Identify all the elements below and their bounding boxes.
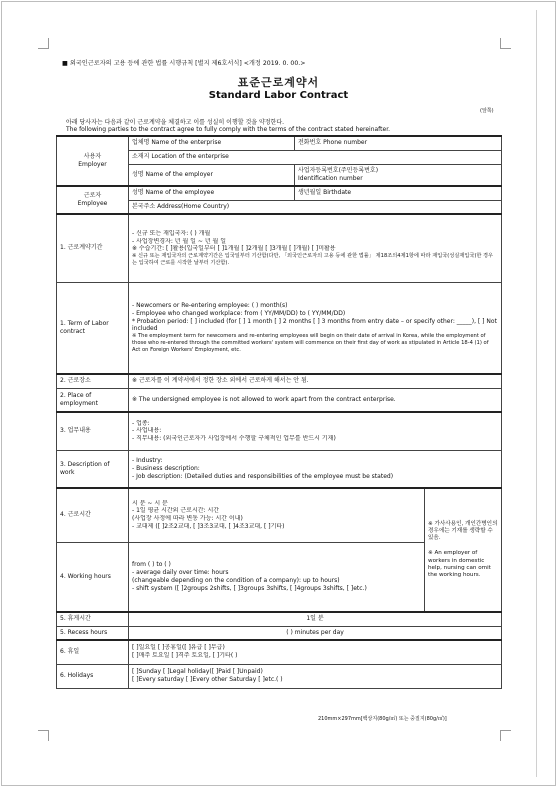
term-newcomer-ko: - 신규 또는 재입국자: ( ) 개월 — [132, 229, 211, 237]
phone-field[interactable] — [295, 136, 502, 150]
employee-label-ko: 근로자 — [83, 192, 102, 200]
hours-label-en: 4. Working hours — [57, 542, 129, 612]
term-newcomer-en: - Newcomers or Re-entering employee: ( ) month(s) — [132, 302, 288, 310]
crop-mark-top-right — [500, 38, 511, 49]
hours-note-en: ※ An employer of workers in domestic help, nursing can omit the working hours. — [428, 550, 491, 579]
recess-content-en[interactable]: ( ) minutes per day — [129, 626, 502, 640]
hours-variable-en: (changeable depending on the condition of a company): up to hours) — [132, 576, 340, 584]
holidays-line1-ko: [ ]일요일 [ ]공휴일([ ]유급 [ ]무급) — [132, 644, 225, 652]
birthdate-field[interactable] — [295, 186, 502, 200]
home-address-label-en: Address(Home Country) — [157, 202, 230, 210]
location-label-en: Location of the enterprise — [151, 153, 229, 161]
employer-label-en: Employer — [78, 161, 107, 168]
work-label-ko: 3. 업무내용 — [57, 412, 129, 450]
holidays-line2-en: [ ]Every saturday [ ]Every other Saturday [ ]etc.( ) — [132, 676, 283, 683]
employer-label — [57, 136, 129, 186]
birthdate-label-en: Birthdate — [323, 189, 352, 197]
holidays-label-ko: 6. 휴일 — [57, 640, 129, 664]
work-job-en: - Job description: (Detailed duties and responsibilities of the employee must be stated) — [132, 472, 394, 480]
holidays-label-en: 6. Holidays — [57, 664, 129, 688]
term-note-en: ※ The employment term for newcomers and re-entering employees will begin on their date of arrival in Korea, while the employment of those who re-entered through the committed workers' system will commence on their first day of work as stipulated in Article 18-4 (1) of Act on Foreign Workers' Employment, etc. — [132, 333, 489, 353]
employer-name-label: 성명 — [132, 170, 144, 178]
home-address-field[interactable] — [129, 200, 502, 214]
employee-label-en: Employee — [77, 200, 108, 207]
contract-form-table — [56, 135, 502, 689]
term-content-en[interactable] — [129, 282, 502, 374]
crop-mark-bottom-right — [500, 730, 511, 741]
holidays-line1-en: [ ]Sunday [ ]Legal holiday([ ]Paid [ ]Unpaid) — [132, 668, 263, 676]
term-label-en: 1. Term of Labor contract — [57, 282, 129, 374]
employee-name-label: 성명 — [132, 189, 144, 197]
hours-overtime-en: - average daily over time: hours — [132, 568, 229, 576]
hours-note — [425, 488, 502, 612]
hours-variable-ko: (사업장 사정에 따라 변동 가능: 시간 이내) — [132, 515, 243, 523]
hours-content-en[interactable] — [129, 542, 425, 612]
enterprise-name-field[interactable] — [129, 136, 295, 150]
work-content-ko[interactable] — [129, 412, 502, 450]
term-content-ko[interactable] — [129, 214, 502, 282]
place-note-ko: ※ 근로자를 이 계약서에서 정한 장소 외에서 근로하게 해서는 안 됨. — [129, 374, 502, 388]
term-note-ko: ※ 신규 또는 재입국자의 근로계약기간은 입국일부터 기산함(다만, 「외국인근로자의 고용 등에 관한 법률」 제18조의4제1항에 따라 재입국(성실재입국)한 경우는 입국하여 근로를 시작한 날부터 기산함). — [132, 253, 494, 266]
recess-label-ko: 5. 휴게시간 — [57, 612, 129, 626]
hours-label-ko: 4. 근로시간 — [57, 488, 129, 542]
title-english: Standard Labor Contract — [208, 90, 349, 101]
intro-english: The following parties to the contract agree to fully comply with the terms of the contract stated hereinafter. — [66, 126, 391, 133]
hours-range-ko: 시 분 ~ 시 분 — [132, 499, 168, 507]
employer-id-field[interactable] — [295, 164, 502, 186]
crop-mark-top-left — [38, 38, 49, 49]
holidays-content-ko[interactable] — [129, 640, 502, 664]
work-job-ko: - 직무내용: (외국인근로자가 사업장에서 수행할 구체적인 업무를 반드시 기재) — [132, 435, 336, 443]
home-address-label: 본국주소 — [132, 202, 156, 210]
hours-shift-en: - shift system ([ ]2groups 2shifts, [ ]3groups 3shifts, [ ]4groups 3shifts, [ ]etc.) — [132, 584, 367, 592]
hours-note-ko: ※ 가사사용인, 개인간병인의 경우에는 기재를 생략할 수 있음. — [428, 520, 498, 542]
work-content-en[interactable] — [129, 450, 502, 488]
term-probation-ko: ※ 수습기간: [ ]활용(입국일부터 [ ]1개월 [ ]2개월 [ ]3개월 [ ]개월) [ ]미활용 — [132, 245, 336, 253]
hours-content-ko[interactable] — [129, 488, 425, 542]
phone-label-en: Phone number — [323, 139, 368, 147]
work-label-en: 3. Description of work — [57, 450, 129, 488]
employer-name-field[interactable] — [129, 164, 295, 186]
hours-shift-ko: - 교대제 ([ ]2조2교대, [ ]3조3교대, [ ]4조3교대, [ ]기타) — [132, 523, 285, 531]
term-probation-en: * Probation period: [ ] included (for [ ] 1 month [ ] 2 months [ ] 3 months from entry date – or specify other: _____), [ ] Not included — [132, 317, 497, 333]
term-label-ko: 1. 근로계약기간 — [57, 214, 129, 282]
term-changed-en: - Employee who changed workplace: from ( YY/MM/DD) to ( YY/MM/DD) — [132, 309, 346, 317]
work-business-en: - Business description: — [132, 464, 200, 472]
employer-name-label-en: Name of the employer — [145, 170, 213, 178]
work-business-ko: - 사업내용: — [132, 427, 162, 435]
holidays-content-en[interactable] — [129, 664, 502, 688]
employee-name-label-en: Name of the employee — [145, 189, 215, 197]
title-korean: 표준근로계약서 — [237, 76, 320, 89]
paper-size-footer: 210mm×297mm[백상지(80g/㎡) 또는 중질지(80g/㎡)] — [318, 716, 447, 722]
employee-name-field[interactable] — [129, 186, 295, 200]
crop-mark-bottom-left — [38, 730, 49, 741]
place-label-ko: 2. 근로장소 — [57, 374, 129, 388]
recess-label-en: 5. Recess hours — [57, 626, 129, 640]
employer-id-label: 사업자등록번호(주민등록번호) — [298, 166, 379, 174]
holidays-line2-ko: [ ]매주 토요일 [ ]격주 토요일, [ ]기타( ) — [132, 652, 238, 660]
intro-korean: 아래 당사자는 다음과 같이 근로계약을 체결하고 이를 성실히 이행할 것을 약정한다. — [66, 119, 285, 126]
hours-range-en: from ( ) to ( ) — [132, 561, 171, 569]
hours-overtime-ko: - 1일 평균 시간외 근로시간: 시간 — [132, 507, 220, 515]
work-industry-en: - Industry: — [132, 457, 163, 465]
phone-label: 전화번호 — [298, 139, 322, 147]
employer-label-ko: 사용자 — [83, 153, 102, 161]
enterprise-name-label: 업체명 — [132, 139, 150, 147]
birthdate-label: 생년월일 — [298, 189, 322, 197]
location-label: 소재지 — [132, 153, 150, 161]
employer-id-label-en: Identification number — [298, 174, 363, 182]
place-note-en: ※ The undersigned employee is not allowed to work apart from the contract enterprise. — [129, 388, 502, 412]
term-changed-ko: - 사업장변경자: 년 월 일 ~ 년 월 일 — [132, 237, 227, 245]
place-label-en: 2. Place of employment — [57, 388, 129, 412]
recess-content-ko[interactable]: 1일 분 — [129, 612, 502, 626]
page-side-note: (앞쪽) — [480, 108, 494, 114]
work-industry-ko: - 업종: — [132, 419, 150, 427]
form-reference: ■ 외국인근로자의 고용 등에 관한 법률 시행규칙 [별지 제6호서식] <개정 2019. 0. 00.> — [62, 60, 306, 67]
employee-label — [57, 186, 129, 214]
location-field[interactable] — [129, 150, 502, 164]
enterprise-name-label-en: Name of the enterprise — [151, 139, 222, 147]
margin-line — [536, 10, 537, 777]
